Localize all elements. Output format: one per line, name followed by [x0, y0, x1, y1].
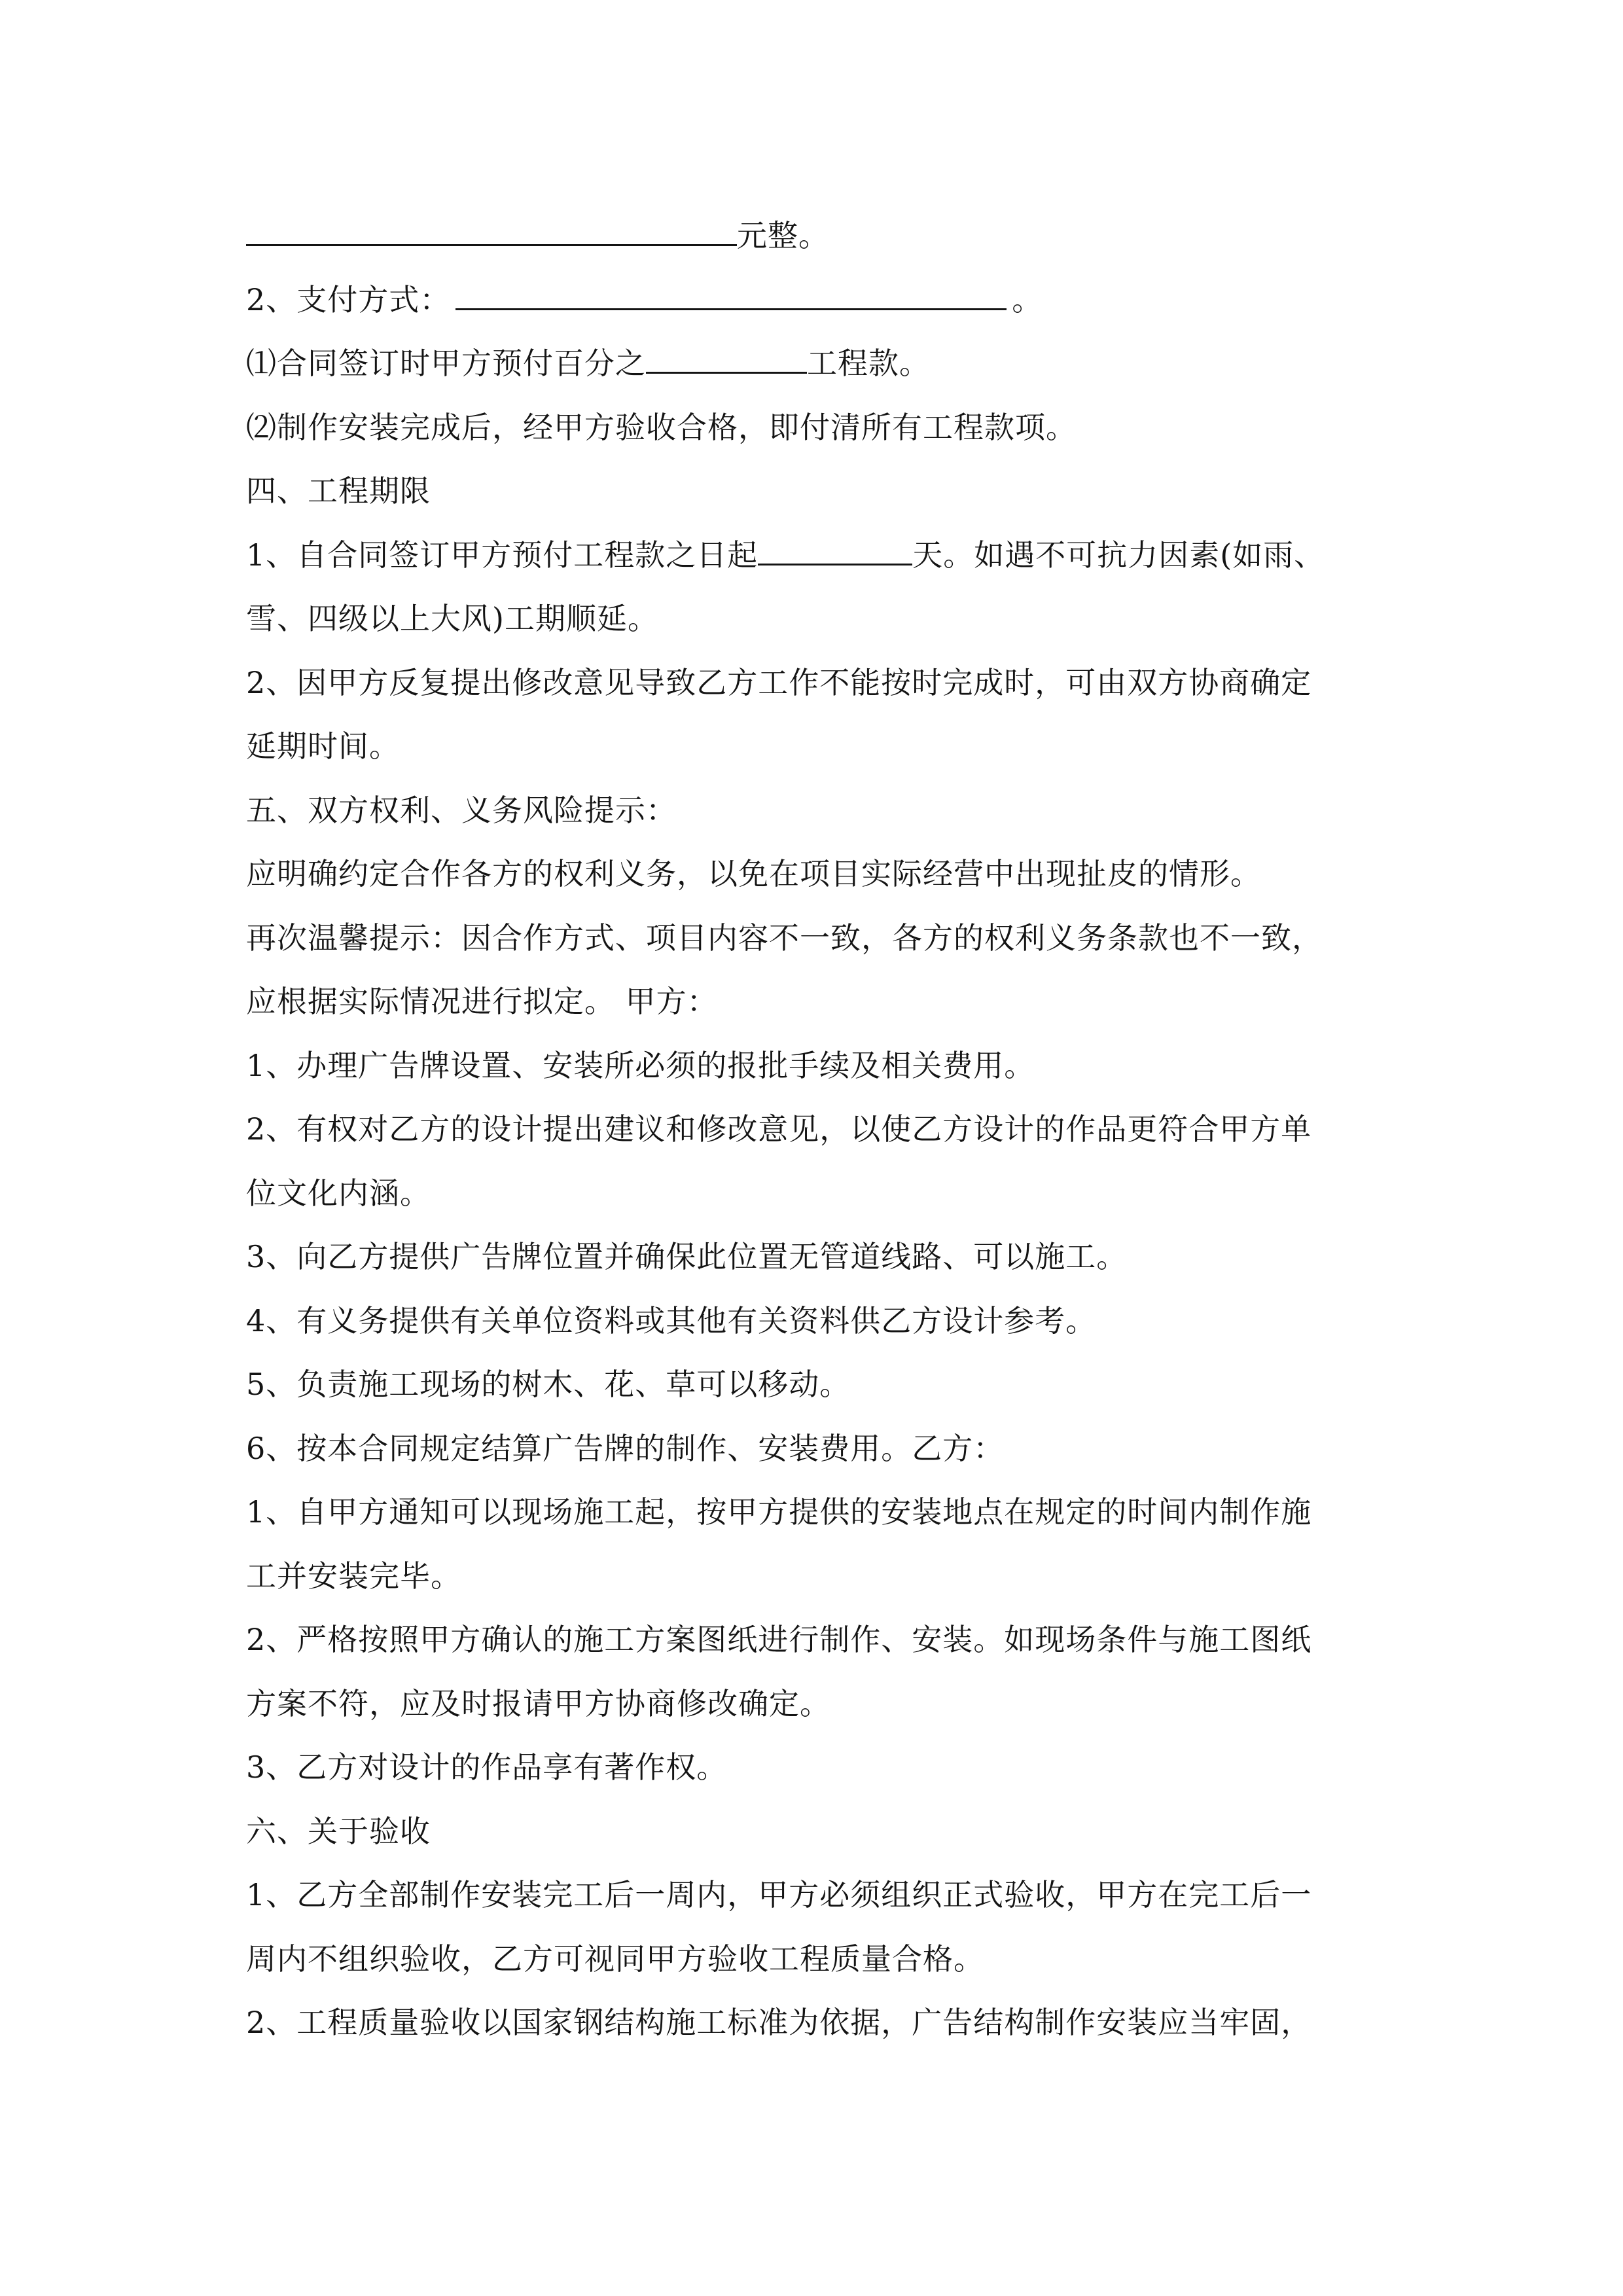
party-a-item-3: 3、向乙方提供广告牌位置并确保此位置无管道线路、可以施工。 — [246, 1239, 1128, 1274]
section5-heading: 五、双方权利、义务风险提示： — [246, 792, 677, 828]
party-b-item-2-line2: 方案不符，应及时报请甲方协商修改确定。 — [246, 1685, 830, 1721]
payment-method-blank — [455, 273, 1007, 310]
party-a-item-4: 4、有义务提供有关单位资料或其他有关资料供乙方设计参考。 — [246, 1302, 1097, 1338]
term-days-blank — [758, 528, 912, 565]
term1-cont-line: 雪、四级以上大风)工期顺延。 — [246, 601, 658, 636]
term2-line1: 2、因甲方反复提出修改意见导致乙方工作不能按时完成时，可由双方协商确定 — [246, 664, 1312, 700]
party-a-item-6: 6、按本合同规定结算广告牌的制作、安装费用。乙方： — [246, 1430, 1005, 1466]
prepay-suffix: 工程款。 — [807, 346, 930, 381]
party-a-item-2-line2: 位文化内涵。 — [246, 1175, 431, 1211]
acceptance-item-1-line2: 周内不组织验收，乙方可视同甲方验收工程质量合格。 — [246, 1941, 984, 1977]
reminder-line1: 再次温馨提示：因合作方式、项目内容不一致，各方的权利义务条款也不一致， — [246, 920, 1323, 956]
term2-line2: 延期时间。 — [246, 728, 400, 764]
party-a-item-5: 5、负责施工现场的树木、花、草可以移动。 — [246, 1367, 851, 1402]
payment-total-suffix: 元整。 — [737, 218, 829, 253]
payment-method-line — [246, 268, 1398, 332]
acceptance-item-2-line1: 2、工程质量验收以国家钢结构施工标准为依据，广告结构制作安装应当牢固， — [246, 2005, 1312, 2040]
term1-suffix: 天。如遇不可抗力因素(如雨、 — [912, 537, 1325, 573]
risk-note-line: 应明确约定合作各方的权利义务，以免在项目实际经营中出现扯皮的情形。 — [246, 856, 1261, 891]
section4-heading: 四、工程期限 — [246, 473, 431, 509]
amount-blank — [246, 209, 737, 246]
party-a-item-2-line1: 2、有权对乙方的设计提出建议和修改意见，以使乙方设计的作品更符合甲方单 — [246, 1111, 1312, 1147]
reminder-line2: 应根据实际情况进行拟定。 甲方： — [246, 984, 718, 1019]
payment-method-label: 2、支付方式： — [246, 281, 451, 317]
term1-line — [246, 524, 1398, 588]
prepay-prefix: ⑴合同签订时甲方预付百分之 — [246, 346, 646, 381]
party-a-item-1: 1、办理广告牌设置、安装所必须的报批手续及相关费用。 — [246, 1047, 1035, 1083]
party-b-item-1-line1: 1、自甲方通知可以现场施工起，按甲方提供的安装地点在规定的时间内制作施 — [246, 1494, 1312, 1530]
party-b-item-2-line1: 2、严格按照甲方确认的施工方案图纸进行制作、安装。如现场条件与施工图纸 — [246, 1622, 1312, 1657]
prepay-line — [246, 332, 1398, 396]
party-b-item-3: 3、乙方对设计的作品享有著作权。 — [246, 1749, 728, 1785]
acceptance-item-1-line1: 1、乙方全部制作安装完工后一周内，甲方必须组织正式验收，甲方在完工后一 — [246, 1877, 1312, 1912]
document-body — [246, 204, 1398, 2055]
section6-heading: 六、关于验收 — [246, 1813, 431, 1849]
payment-method-end: 。 — [1012, 281, 1043, 317]
final-payment-line: ⑵制作安装完成后，经甲方验收合格，即付清所有工程款项。 — [246, 409, 1077, 445]
party-b-item-1-line2: 工并安装完毕。 — [246, 1558, 461, 1594]
term1-prefix: 1、自合同签订甲方预付工程款之日起 — [246, 537, 758, 573]
payment-total-line — [246, 204, 1398, 268]
prepay-percent-blank — [646, 336, 807, 374]
